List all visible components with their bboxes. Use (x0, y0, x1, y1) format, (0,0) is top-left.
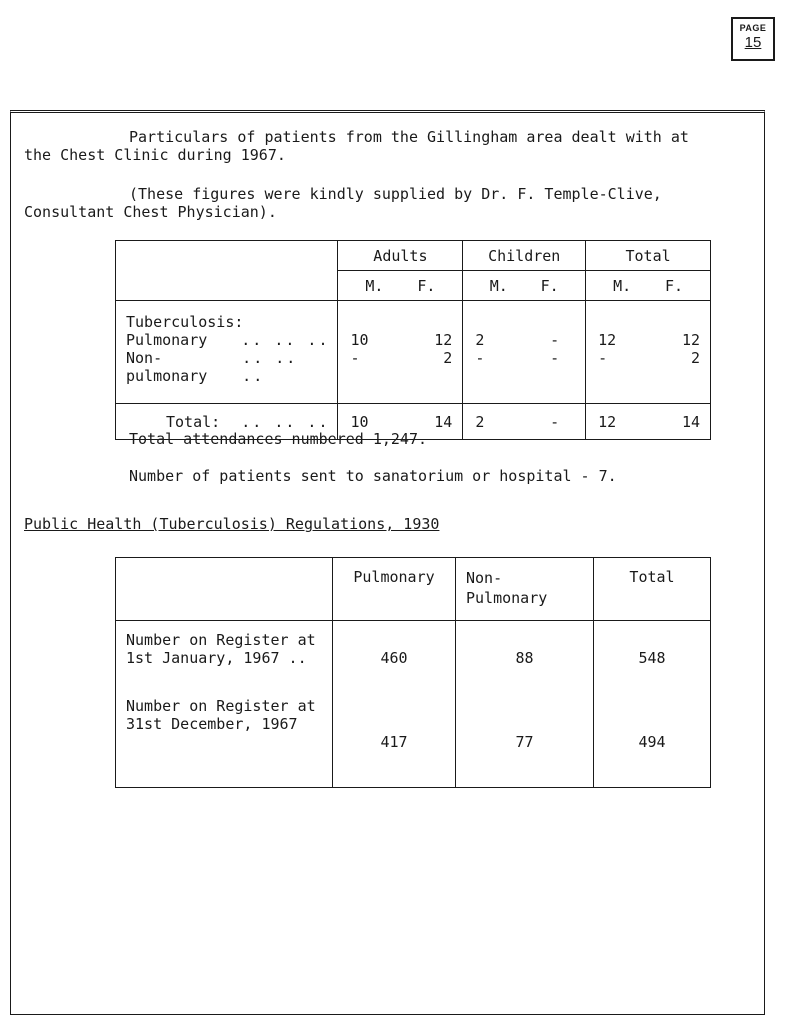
cell: 2 (443, 349, 453, 367)
regulations-heading: Public Health (Tuberculosis) Regulations, 1930 (24, 515, 440, 533)
cell: 2 (475, 412, 485, 431)
col-pulmonary: Pulmonary (333, 558, 456, 621)
cell: - (550, 349, 560, 367)
cell: 460 (380, 649, 408, 667)
cell: 14 (681, 412, 700, 431)
cell: 2 (475, 331, 485, 349)
sex-f: F. (540, 276, 559, 295)
sex-m: M. (489, 276, 508, 295)
intro-paragraph: Particulars of patients from the Gillingham area dealt with at the Chest Clinic during 1967. (24, 128, 689, 164)
cell: 77 (515, 733, 534, 751)
row-label: Number on Register at (126, 631, 316, 649)
cell: 88 (515, 649, 534, 667)
row-label: 31st December, 1967 (126, 715, 298, 733)
row-label: Number on Register at (126, 697, 316, 715)
page-label: PAGE (739, 23, 767, 33)
total-label: Total: (166, 412, 221, 431)
sex-m: M. (365, 276, 384, 295)
cell: 12 (434, 331, 453, 349)
register-table (115, 557, 711, 788)
col-adults: Adults (338, 241, 463, 271)
cell: 10 (350, 412, 369, 431)
cell: 10 (350, 331, 369, 349)
row-label-pulmonary: Pulmonary (126, 331, 208, 349)
row-label-non-pulmonary: Non-pulmonary (126, 349, 208, 385)
cell: - (598, 349, 608, 367)
cell: 494 (638, 733, 666, 751)
page-number-box (731, 17, 775, 61)
empty-header-cell (116, 558, 333, 621)
cell: 417 (380, 733, 408, 751)
cell: - (475, 349, 485, 367)
cell: 548 (638, 649, 666, 667)
cell: - (550, 331, 560, 349)
cell: - (550, 412, 560, 431)
attendances-text: Total attendances numbered 1,247. (129, 430, 428, 448)
col-total: Total (586, 241, 711, 271)
col-children: Children (463, 241, 586, 271)
sex-f: F. (417, 276, 436, 295)
sex-f: F. (665, 276, 684, 295)
sanatorium-text: Number of patients sent to sanatorium or hospital - 7. (129, 467, 617, 485)
cell: 2 (690, 349, 700, 367)
row-labels: Tuberculosis: Pulmonary .. .. .. Non-pulmonary .. .. .. (116, 301, 338, 404)
cell: 12 (598, 412, 617, 431)
empty-header-cell (116, 241, 338, 301)
sex-m: M. (613, 276, 632, 295)
section-label: Tuberculosis: (126, 313, 244, 331)
cell: 14 (434, 412, 453, 431)
cell: - (350, 349, 360, 367)
col-non-pulmonary: Non- Pulmonary (456, 558, 594, 621)
cell: 12 (681, 331, 700, 349)
row-label: 1st January, 1967 .. (126, 649, 307, 667)
page-number: 15 (744, 34, 762, 51)
tuberculosis-table: Adults Children Total M. F. M. F. M. F. Tuberculosis: Pulmonary .. .. .. Non-pulmonary .. .. .. 10 12 - 2 2 - - - 12 12 - 2 Total: .. .. .. 10 14 2 - 12 14 (115, 240, 711, 440)
cell: 12 (598, 331, 617, 349)
source-paragraph: (These figures were kindly supplied by Dr. F. Temple-Clive, Consultant Chest Physician). (24, 185, 662, 221)
col-total: Total (594, 558, 711, 621)
